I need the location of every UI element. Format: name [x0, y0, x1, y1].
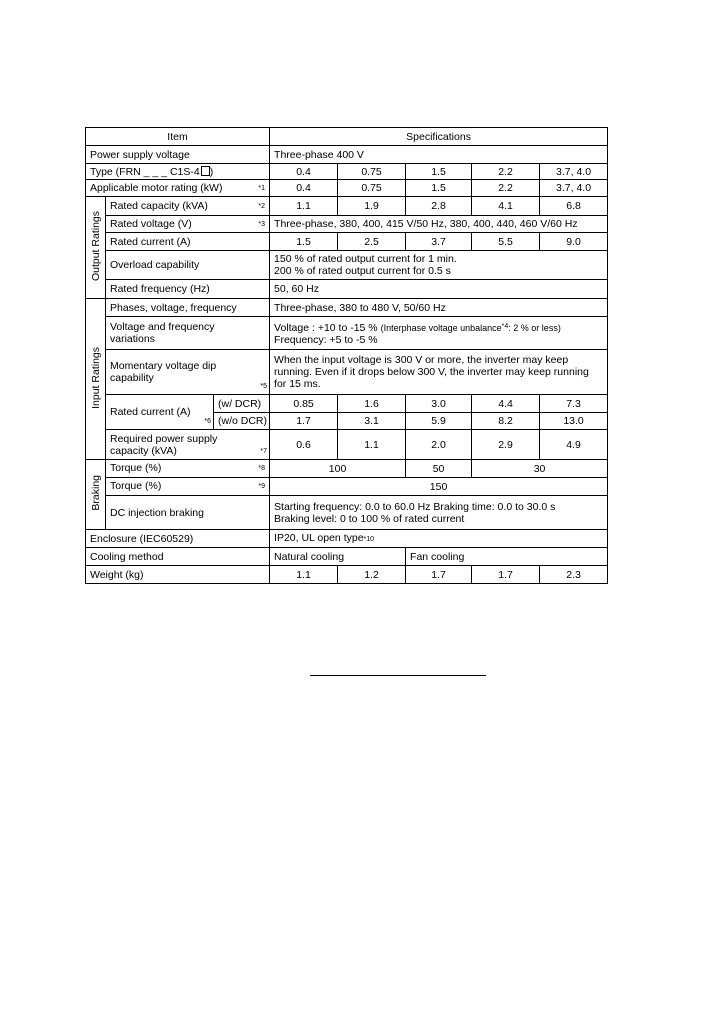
- dcr-value: 7.3: [540, 395, 608, 413]
- table-row: [86, 530, 608, 548]
- output-rated-current-value: 2.5: [338, 233, 406, 251]
- motor-rating-label: Applicable motor rating (kW) *1: [86, 180, 270, 197]
- type-value: 2.2: [472, 164, 540, 180]
- table-row: [86, 548, 608, 566]
- box-symbol-icon: [201, 166, 210, 176]
- motor-rating-value: 1.5: [406, 180, 472, 197]
- phases-value: Three-phase, 380 to 480 V, 50/60 Hz: [270, 299, 608, 317]
- rated-capacity-value: 6.8: [540, 197, 608, 216]
- nodcr-value: 1.7: [270, 413, 338, 430]
- rated-voltage-label: Rated voltage (V) *3: [106, 216, 270, 233]
- cooling-natural: Natural cooling: [270, 548, 406, 566]
- phases-label: Phases, voltage, frequency: [106, 299, 270, 317]
- weight-value: 1.1: [270, 566, 338, 584]
- cooling-fan: Fan cooling: [406, 548, 608, 566]
- torque-label: Torque (%) *8: [106, 460, 270, 478]
- torque-value: 100: [270, 460, 406, 478]
- table-row: [86, 180, 608, 197]
- table-row: [86, 395, 608, 413]
- table-row: [86, 216, 608, 233]
- table-row: [86, 197, 608, 216]
- table-row: [86, 251, 608, 280]
- dcr-value: 4.4: [472, 395, 540, 413]
- table-row: [86, 350, 608, 395]
- overload-value: 150 % of rated output current for 1 min. 200 % of rated output current for 0.5 s: [270, 251, 608, 280]
- power-supply-capacity-value: 2.0: [406, 430, 472, 460]
- header-item: Item: [86, 128, 270, 146]
- type-label: Type (FRN _ _ _ C1S-4 ): [86, 164, 270, 180]
- power-supply-voltage-value: Three-phase 400 V: [270, 146, 608, 164]
- type-value: 3.7, 4.0: [540, 164, 608, 180]
- weight-value: 1.2: [338, 566, 406, 584]
- dip-label: Momentary voltage dip capability *5: [106, 350, 270, 395]
- weight-value: 1.7: [472, 566, 540, 584]
- motor-rating-value: 3.7, 4.0: [540, 180, 608, 197]
- variations-value: Voltage : +10 to -15 % (Interphase voltage unbalance$^{*4}$: 2 % or less) Frequency: +5 to -5 %: [270, 317, 608, 350]
- table-row: [86, 233, 608, 251]
- overload-label: Overload capability: [106, 251, 270, 280]
- power-supply-capacity-value: 0.6: [270, 430, 338, 460]
- torque-value: 30: [472, 460, 608, 478]
- rated-voltage-value: Three-phase, 380, 400, 415 V/50 Hz, 380, 400, 440, 460 V/60 Hz: [270, 216, 608, 233]
- torque-value: 50: [406, 460, 472, 478]
- rated-capacity-value: 2.8: [406, 197, 472, 216]
- weight-value: 2.3: [540, 566, 608, 584]
- power-supply-capacity-value: 4.9: [540, 430, 608, 460]
- braking-group: Braking: [86, 460, 106, 530]
- output-rated-current-value: 5.5: [472, 233, 540, 251]
- enclosure-value: IP20, UL open type*10: [270, 530, 608, 548]
- input-ratings-group: Input Ratings: [86, 299, 106, 460]
- nodcr-value: 13.0: [540, 413, 608, 430]
- table-row: [86, 478, 608, 496]
- specifications-table: [85, 127, 608, 584]
- table-row: [86, 280, 608, 299]
- table-row: [86, 460, 608, 478]
- weight-value: 1.7: [406, 566, 472, 584]
- input-rated-current-label: Rated current (A) *6: [106, 395, 214, 430]
- rated-capacity-label: Rated capacity (kVA) *2: [106, 197, 270, 216]
- output-ratings-group: Output Ratings: [86, 197, 106, 299]
- dc-injection-value: Starting frequency: 0.0 to 60.0 Hz Braking time: 0.0 to 30.0 s Braking level: 0 to 100 % of rated current: [270, 496, 608, 530]
- torque-value: 150: [270, 478, 608, 496]
- table-row: [86, 317, 608, 350]
- output-rated-current-value: 1.5: [270, 233, 338, 251]
- dcr-value: 3.0: [406, 395, 472, 413]
- nodcr-value: 5.9: [406, 413, 472, 430]
- divider-line: [310, 675, 486, 676]
- motor-rating-value: 0.4: [270, 180, 338, 197]
- motor-rating-value: 0.75: [338, 180, 406, 197]
- power-supply-capacity-value: 1.1: [338, 430, 406, 460]
- weight-label: Weight (kg): [86, 566, 270, 584]
- dip-value: When the input voltage is 300 V or more, the inverter may keep running. Even if it drops below 300 V, the inverter may keep running for 15 ms.: [270, 350, 608, 395]
- dcr-label: (w/ DCR): [214, 395, 270, 413]
- table-row: [86, 430, 608, 460]
- nodcr-value: 3.1: [338, 413, 406, 430]
- rated-capacity-value: 1.9: [338, 197, 406, 216]
- rated-capacity-value: 4.1: [472, 197, 540, 216]
- type-value: 1.5: [406, 164, 472, 180]
- type-value: 0.75: [338, 164, 406, 180]
- rated-frequency-label: Rated frequency (Hz): [106, 280, 270, 299]
- motor-rating-value: 2.2: [472, 180, 540, 197]
- nodcr-value: 8.2: [472, 413, 540, 430]
- output-rated-current-label: Rated current (A): [106, 233, 270, 251]
- dc-injection-label: DC injection braking: [106, 496, 270, 530]
- dcr-value: 1.6: [338, 395, 406, 413]
- output-rated-current-value: 9.0: [540, 233, 608, 251]
- table-row: [86, 299, 608, 317]
- header-specifications: Specifications: [270, 128, 608, 146]
- power-supply-capacity-value: 2.9: [472, 430, 540, 460]
- enclosure-label: Enclosure (IEC60529): [86, 530, 270, 548]
- rated-capacity-value: 1.1: [270, 197, 338, 216]
- type-value: 0.4: [270, 164, 338, 180]
- table-header-row: [86, 128, 608, 146]
- output-rated-current-value: 3.7: [406, 233, 472, 251]
- cooling-label: Cooling method: [86, 548, 270, 566]
- torque-label: Torque (%) *9: [106, 478, 270, 496]
- power-supply-capacity-label: Required power supply capacity (kVA) *7: [106, 430, 270, 460]
- table-row: [86, 164, 608, 180]
- dcr-value: 0.85: [270, 395, 338, 413]
- nodcr-label: (w/o DCR): [214, 413, 270, 430]
- table-row: [86, 146, 608, 164]
- rated-frequency-value: 50, 60 Hz: [270, 280, 608, 299]
- table-row: [86, 496, 608, 530]
- power-supply-voltage-label: Power supply voltage: [86, 146, 270, 164]
- table-row: [86, 566, 608, 584]
- variations-label: Voltage and frequency variations: [106, 317, 270, 350]
